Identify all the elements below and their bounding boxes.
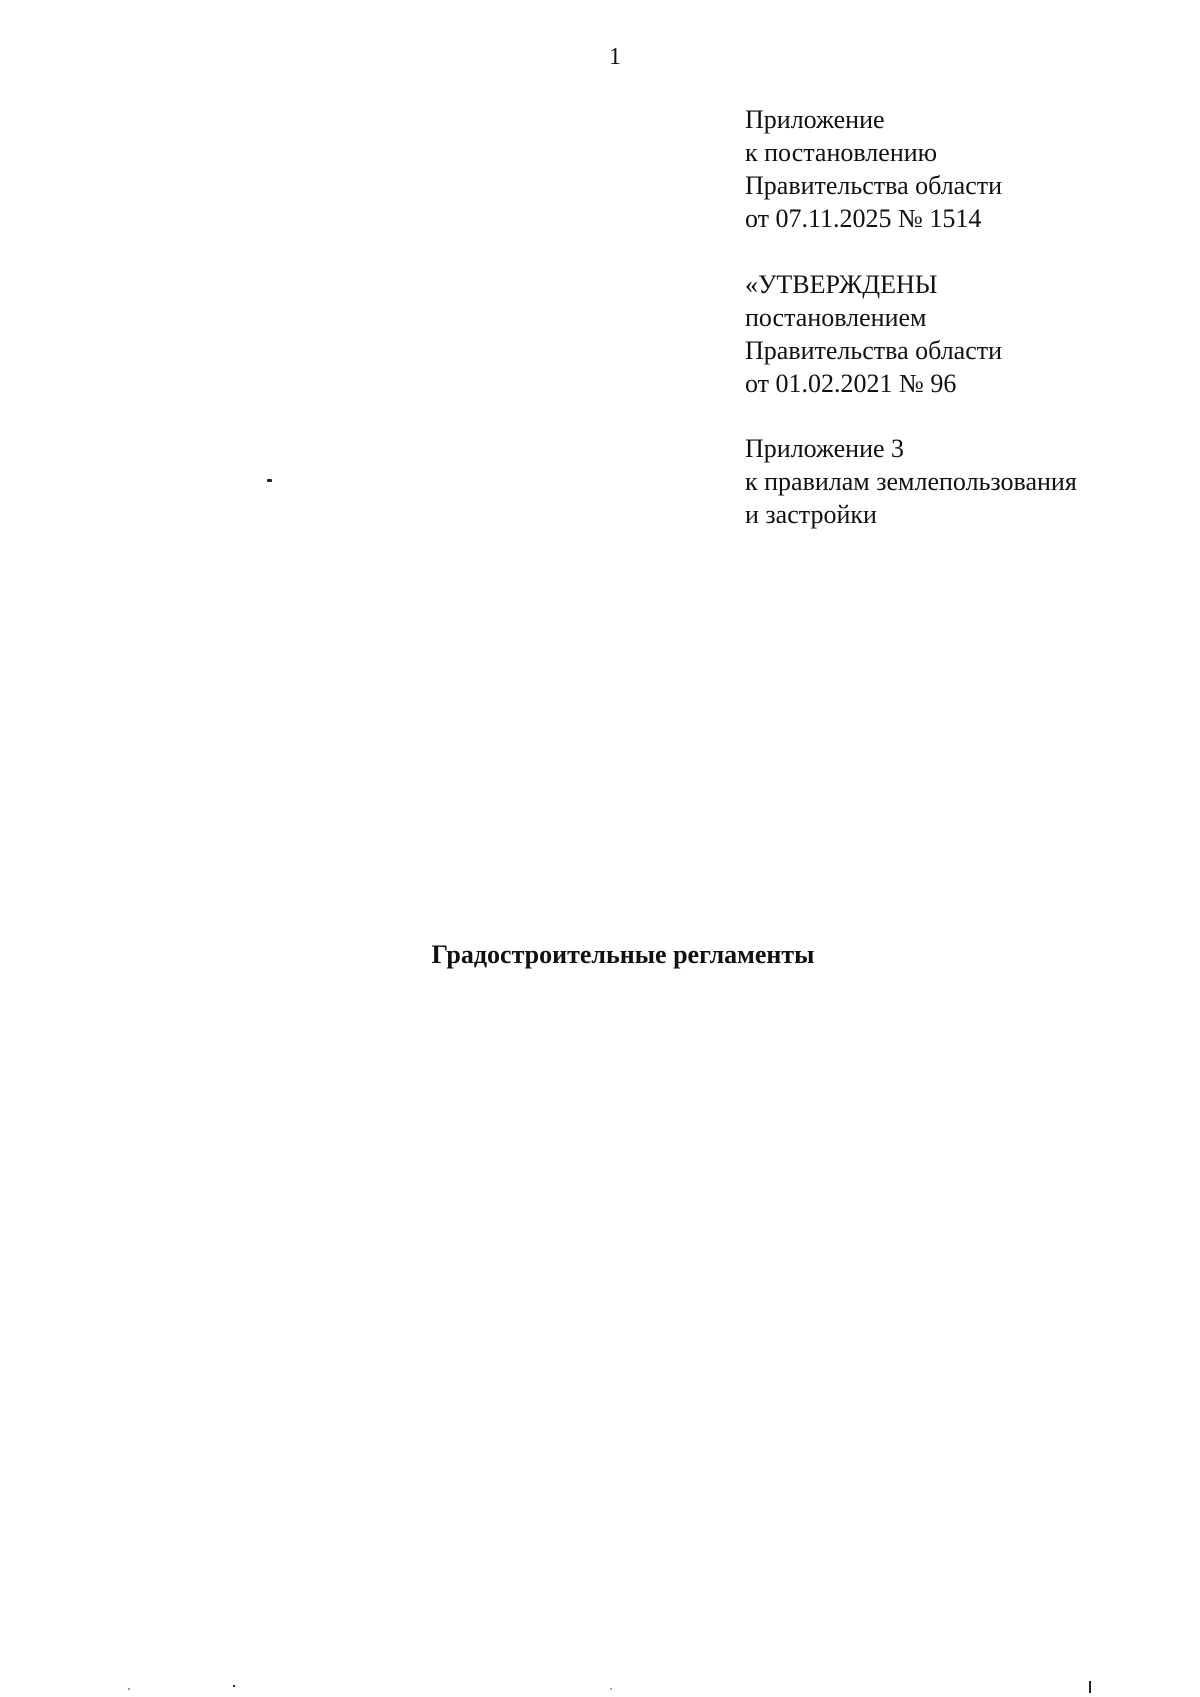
document-title: Градостроительные регламенты [431, 940, 815, 969]
appendix-line: Приложение [745, 105, 885, 134]
rules-appendix-line: и застройки [745, 500, 877, 529]
approved-line: Правительства области [745, 336, 1003, 365]
scan-artifact [233, 1685, 235, 1687]
scan-artifact [1089, 1681, 1091, 1693]
appendix-header [745, 103, 1002, 235]
page-number: 1 [609, 44, 621, 70]
scan-artifact [610, 1688, 612, 1690]
rules-appendix-header [745, 432, 1077, 531]
approved-line: постановлением [745, 303, 927, 332]
appendix-line: к постановлению [745, 138, 938, 167]
appendix-line: от 07.11.2025 № 1514 [745, 204, 982, 233]
approved-header [745, 268, 1002, 400]
appendix-line: Правительства области [745, 171, 1003, 200]
scan-artifact [128, 1688, 130, 1690]
rules-appendix-line: к правилам землепользования [745, 467, 1077, 496]
approved-line: «УТВЕРЖДЕНЫ [745, 270, 938, 299]
approved-line: от 01.02.2021 № 96 [745, 369, 957, 398]
scan-artifact [267, 479, 272, 482]
rules-appendix-line: Приложение 3 [745, 434, 905, 463]
